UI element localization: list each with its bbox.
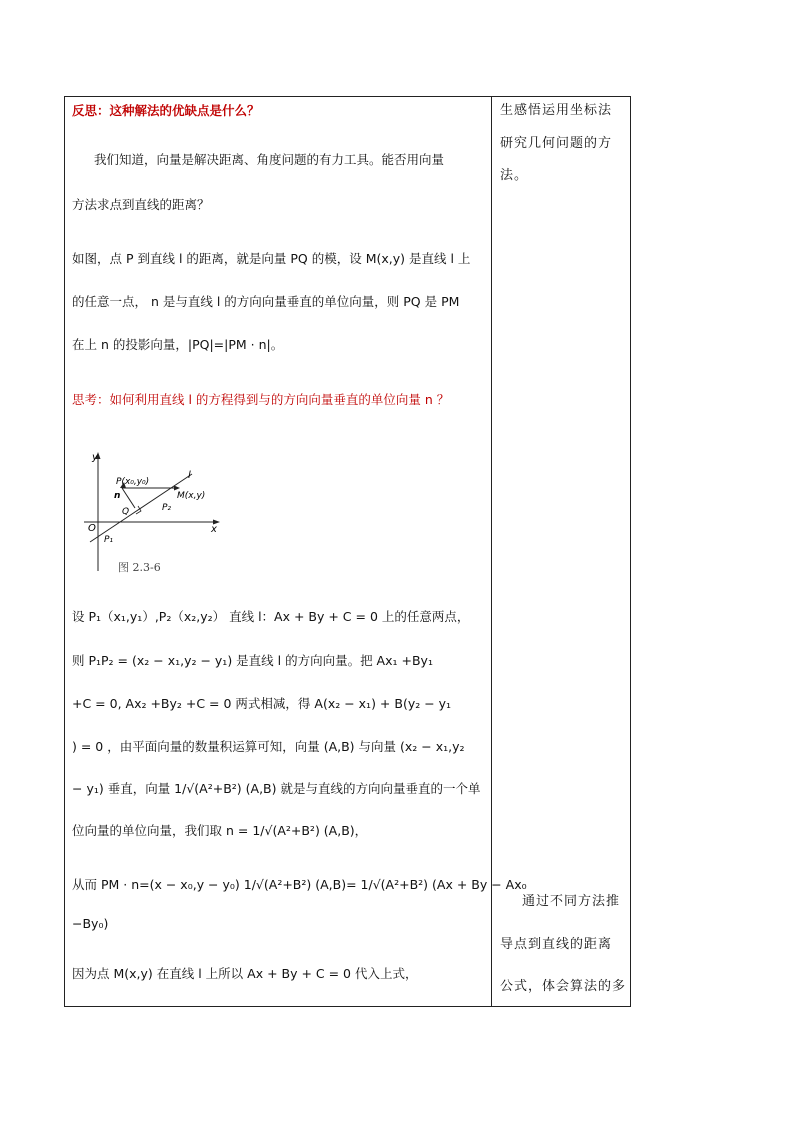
paragraph-2-line-1: 如图，点 P 到直线 l 的距离，就是向量 PQ 的模，设 M(x,y) 是直线 l 上 <box>72 251 471 266</box>
fig-label-p2: P₂ <box>162 503 172 513</box>
fig-label-x: x <box>211 524 217 535</box>
derivation-line-3: +C = 0, Ax₂ +By₂ +C = 0 两式相减，得 A(x₂ − x₁) + B(y₂ − y₁ <box>72 696 452 711</box>
side-note-line-1: 生感悟运用坐标法 <box>500 103 613 118</box>
derivation-line-2: 则 P₁P₂ = (x₂ − x₁,y₂ − y₁) 是直线 l 的方向向量。把 Ax₁ +By₁ <box>72 653 433 668</box>
side-note-line-4: 通过不同方法推 <box>522 894 621 909</box>
figure-caption: 图 2.3-6 <box>118 561 161 574</box>
fig-label-o: O <box>88 523 96 534</box>
fig-label-n: n <box>114 491 121 501</box>
paragraph-2-line-3: 在上 n 的投影向量，|PQ|=|PM · n|。 <box>72 337 284 352</box>
fig-label-q: Q <box>122 507 130 517</box>
derivation-line-9: 因为点 M(x,y) 在直线 l 上所以 Ax + By + C = 0 代入上式， <box>72 966 418 981</box>
fig-label-y: y <box>92 452 98 463</box>
fig-label-p1: P₁ <box>104 535 114 545</box>
side-note-line-3: 法。 <box>500 168 529 183</box>
fig-label-l: l <box>188 470 191 481</box>
think-question: 思考：如何利用直线 l 的方程得到与的方向向量垂直的单位向量 n ？ <box>72 392 450 407</box>
derivation-line-8: −By₀) <box>72 916 109 931</box>
side-note-line-6: 公式，体会算法的多 <box>500 979 627 994</box>
fig-label-p: P(x₀,y₀) <box>116 477 150 487</box>
paragraph-1-line-1: 我们知道，向量是解决距离、角度问题的有力工具。能否用向量 <box>94 152 445 167</box>
paragraph-1-line-2: 方法求点到直线的距离？ <box>72 197 210 212</box>
question-title: 反思：这种解法的优缺点是什么？ <box>72 103 260 118</box>
derivation-line-7: 从而 PM · n=(x − x₀,y − y₀) 1/√(A²+B²) (A,B)= 1/√(A²+B²) (Ax + By − Ax₀ <box>72 877 527 892</box>
derivation-line-6: 位向量的单位向量，我们取 n = 1/√(A²+B²) (A,B)， <box>72 823 368 838</box>
derivation-line-1: 设 P₁（x₁,y₁）,P₂（x₂,y₂） 直线 l：Ax + By + C = 0 上的任意两点， <box>72 609 470 624</box>
side-note-line-2: 研究几何问题的方 <box>500 136 613 151</box>
column-divider <box>491 96 492 1007</box>
coordinate-figure <box>80 446 230 576</box>
side-note-line-5: 导点到直线的距离 <box>500 937 613 952</box>
derivation-line-5: − y₁) 垂直，向量 1/√(A²+B²) (A,B) 就是与直线的方向向量垂直的一个单 <box>72 781 481 796</box>
paragraph-2-line-2: 的任意一点， n 是与直线 l 的方向向量垂直的单位向量，则 PQ 是 PM <box>72 294 460 309</box>
fig-label-m: M(x,y) <box>177 491 206 501</box>
derivation-line-4: ) = 0 ，由平面向量的数量积运算可知，向量 (A,B) 与向量 (x₂ − x₁,y₂ <box>72 739 465 754</box>
